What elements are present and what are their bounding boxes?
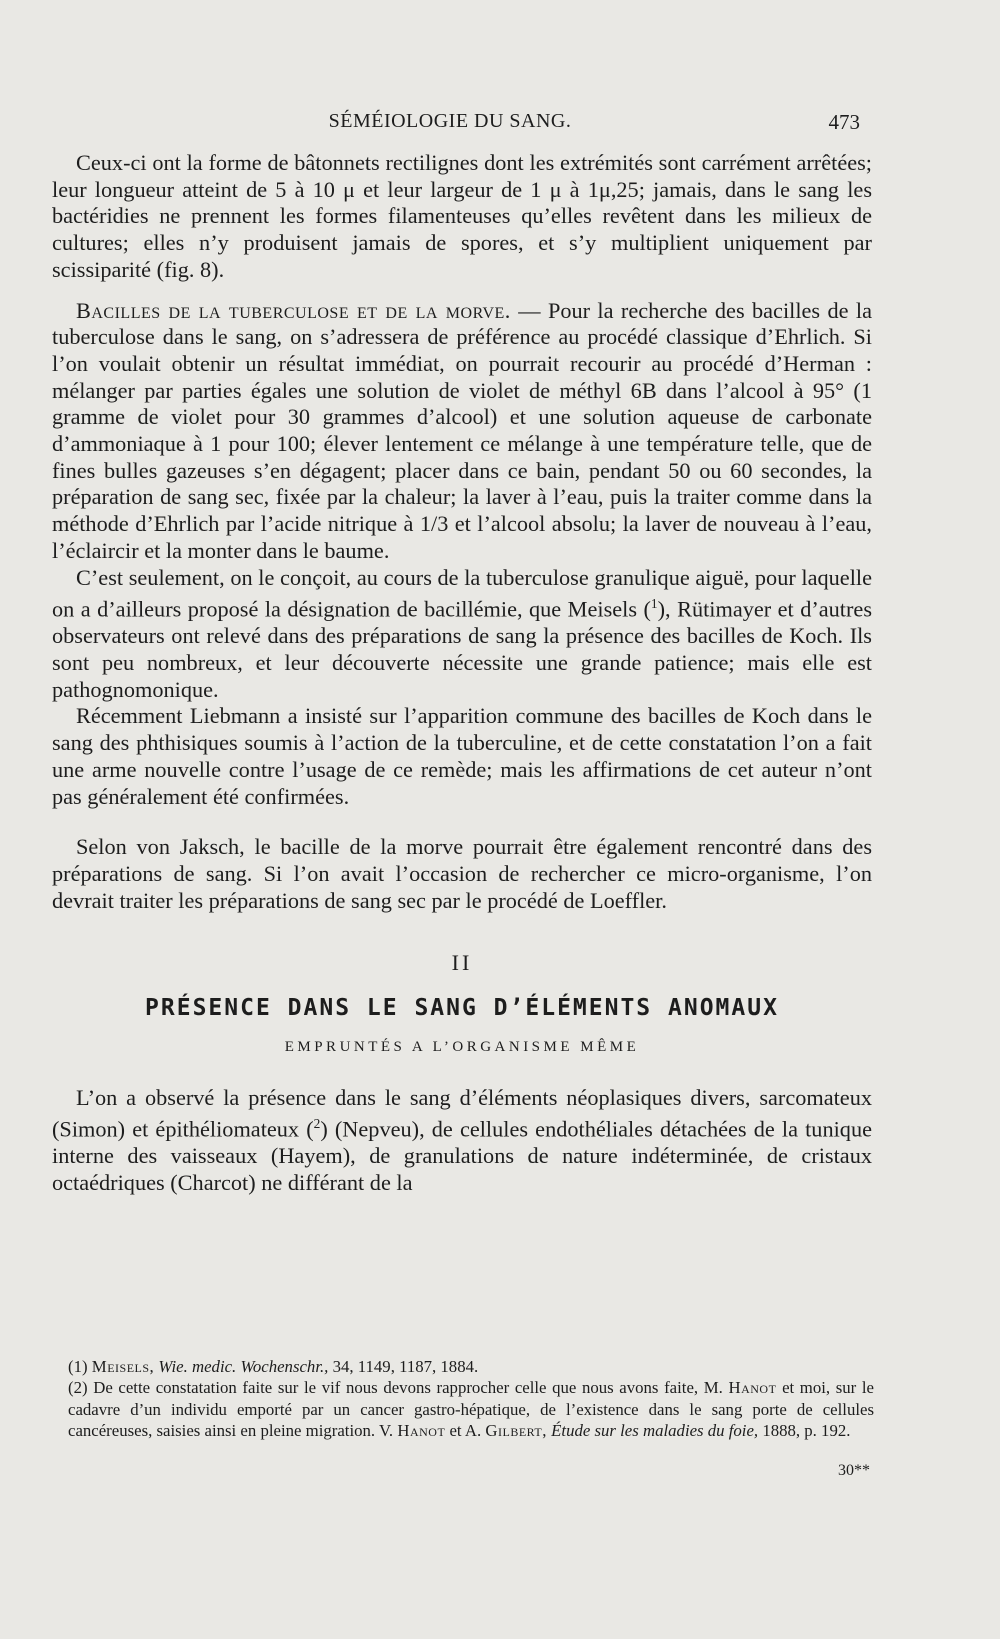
footnote-ref: 2 <box>313 1116 321 1132</box>
paragraph-liebmann: Récemment Liebmann a insisté sur l’apparition commune des bacilles de Koch dans le sang des phthisiques soumis à l’action de la tuberculine, et de cette constatation l’on a fait une arme nouvelle contre l’usage de ce remède; mais les affirmations de cet auteur n’ont pas généralement été confirmées. <box>52 703 872 809</box>
footnote-text: et moi, sur le cadavre d’un individu emporté par un cancer gastro-hépatique, de l’existence dans le sang porte de cellules cancéreuses, saisies ainsi en pleine migration. V. <box>68 1378 874 1440</box>
section-number: II <box>451 950 473 976</box>
footnote-1 <box>68 1356 874 1377</box>
citation-detail: 1888, p. 192. <box>758 1420 851 1440</box>
footnote-ref: 1 <box>650 596 658 612</box>
footnote-2 <box>68 1377 874 1441</box>
running-title: SÉMÉIOLOGIE DU SANG. <box>328 110 572 132</box>
page-header <box>0 110 1000 140</box>
footnote-text: et A. <box>445 1420 486 1440</box>
section-subtitle: EMPRUNTÉS A L’ORGANISME MÊME <box>284 1038 640 1055</box>
paragraph-text: ) (Nepveu), de cellules endothéliales détachées de la tunique interne des vaisseaux (Hayem), de granulations de nature indéterminée, de cristaux octaédriques (Charcot) ne différant de la <box>52 1116 872 1196</box>
author-name: Hanot <box>397 1420 446 1440</box>
paragraph-tuberculosis-method <box>52 298 872 565</box>
author-name: Gilbert, <box>485 1420 547 1440</box>
journal-title: Wie. medic. Wochenschr., <box>154 1357 329 1376</box>
page-number: 473 <box>828 110 860 134</box>
paragraph-glanders: Selon von Jaksch, le bacille de la morve pourrait être également rencontré dans des préparations de sang. Si l’on avait l’occasion de rechercher ce micro-organisme, l’on devrait traiter les préparations de sang sec par le procédé de Loeffler. <box>52 834 872 913</box>
author-name: Hanot <box>728 1378 777 1398</box>
footnote-mark: (2) <box>68 1378 88 1398</box>
printer-signature: 30** <box>838 1462 870 1479</box>
footnote-mark: (1) <box>68 1357 88 1376</box>
paragraph-bacillemia <box>52 565 872 704</box>
footnote-text: De cette constatation faite sur le vif nous devons rapprocher celle que nous avons faite, M. <box>87 1378 729 1398</box>
section-title: PRÉSENCE DANS LE SANG D’ÉLÉMENTS ANOMAUX <box>145 995 779 1022</box>
paragraph-text: C’est seulement, on le conçoit, au cours de la tuberculose granulique aiguë, pour laquelle on a d’ailleurs proposé la désignation de bacillémie, que Meisels ( <box>52 564 872 622</box>
author-name: Meisels, <box>91 1357 155 1376</box>
paragraph-text: — Pour la recherche des bacilles de la tuberculose dans le sang, on s’adressera de préférence au procédé classique d’Ehrlich. Si l’on voulait obtenir un résultat immédiat, on pourrait recourir au procédé d’Herman : mélanger par parties égales une solution de violet de méthyl 6B dans l’alcool à 95° (1 gramme de violet pour 30 grammes d’alcool) et une solution aqueuse de carbonate d’ammoniaque à 1 pour 100; élever lentement ce mélange à une température telle, que de fines bulles gazeuses s’en dégagent; placer dans ce bain, pendant 50 ou 60 secondes, la préparation de sang sec, fixée par la chaleur; la laver à l’eau, puis la traiter comme dans la méthode d’Ehrlich par l’acide nitrique à 1/3 et l’alcool absolu; la laver de nouveau à l’eau, l’éclaircir et la monter dans le baume. <box>52 297 872 563</box>
paragraph-text: ), Rütimayer et d’autres observateurs ont relevé dans des préparations de sang la présence des bacilles de Koch. Ils sont peu nombreux, et leur découverte nécessite une grande patience; mais elle est pathognomonique. <box>52 596 873 702</box>
footnotes <box>68 1356 874 1441</box>
book-title: Étude sur les maladies du foie, <box>546 1420 759 1440</box>
paragraph-text: L’on a observé la présence dans le sang d’éléments néoplasiques divers, sarcomateux (Simon) et épithéliomateux ( <box>52 1084 872 1142</box>
section-lead: Bacilles de la tuberculose et de la morve. <box>76 297 511 323</box>
paragraph-neoplastic-elements <box>52 1085 872 1197</box>
main-text <box>52 150 872 1197</box>
citation-detail: 34, 1149, 1187, 1884. <box>328 1357 479 1376</box>
paragraph-anthrax-bacilli: Ceux-ci ont la forme de bâtonnets rectilignes dont les extrémités sont carrément arrêtées; leur longueur atteint de 5 à 10 μ et leur largeur de 1 μ à 1μ,25; jamais, dans le sang les bactéridies ne prennent les formes filamenteuses qu’elles revêtent dans les milieux de cultures; elles n’y produisent jamais de spores, et s’y multiplient uniquement par scissiparité (fig. 8). <box>52 150 872 282</box>
